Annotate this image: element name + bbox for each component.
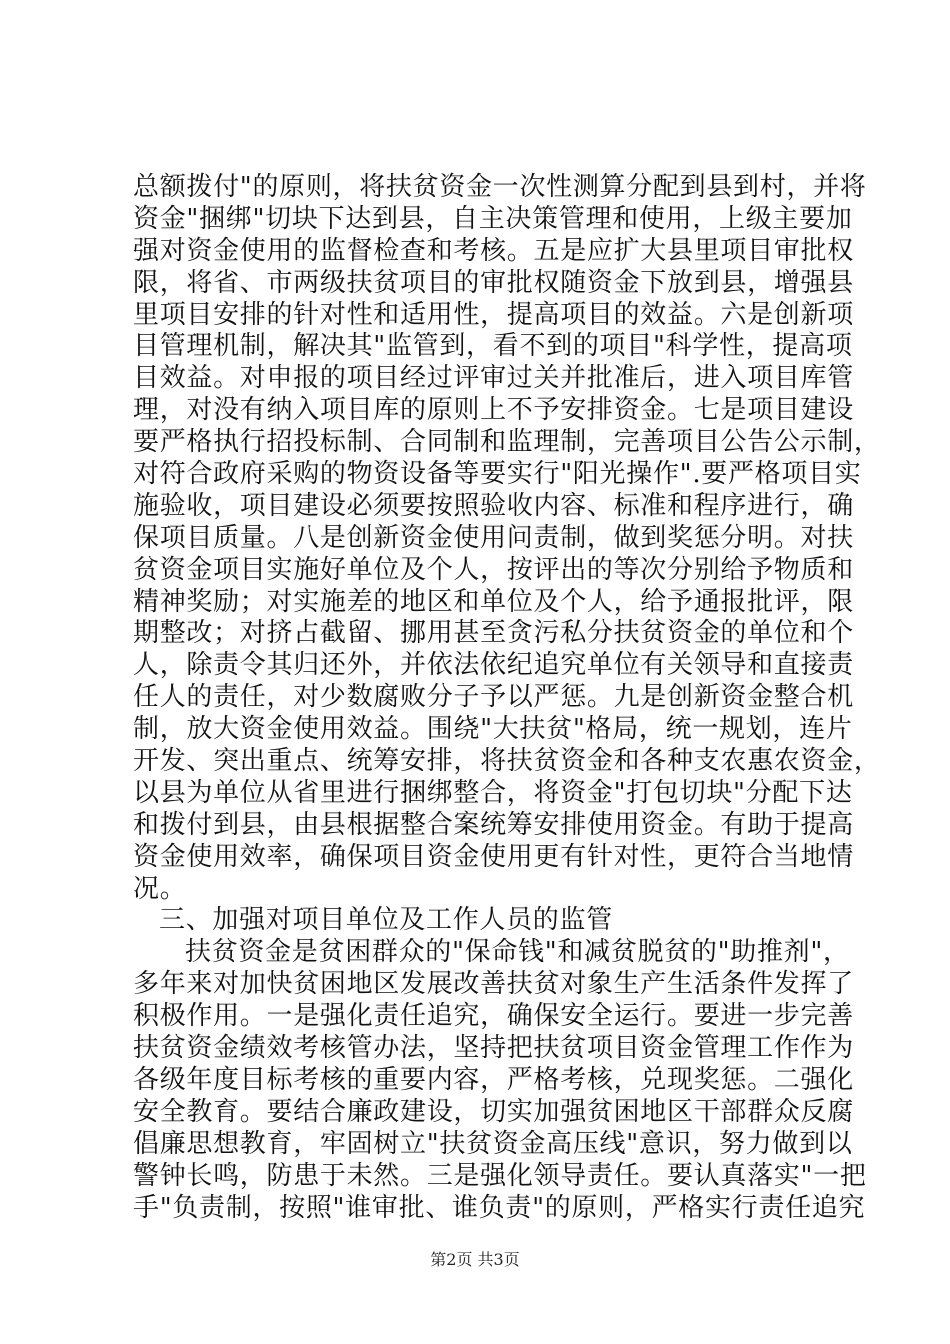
document-body bbox=[133, 172, 881, 1224]
body-line: 要严格执行招投标制、合同制和监理制，完善项目公告公示制， bbox=[133, 427, 881, 458]
body-line: 开发、突出重点、统筹安排，将扶贫资金和各种支农惠农资金， bbox=[133, 746, 881, 777]
section-line: 安全教育。要结合廉政建设，切实加强贫困地区干部群众反腐 bbox=[133, 1096, 854, 1127]
section-line: 倡廉思想教育，牢固树立"扶贫资金高压线"意识，努力做到以 bbox=[133, 1128, 853, 1159]
body-line: 以县为单位从省里进行捆绑整合，将资金"打包切块"分配下达 bbox=[133, 777, 853, 808]
section-line: 多年来对加快贫困地区发展改善扶贫对象生产生活条件发挥了 bbox=[133, 969, 854, 1000]
body-line: 对符合政府采购的物资设备等要实行"阳光操作".要严格项目实 bbox=[133, 459, 862, 490]
body-line: 况。 bbox=[133, 873, 187, 904]
body-line: 限，将省、市两级扶贫项目的审批权随资金下放到县，增强县 bbox=[133, 267, 854, 298]
body-line: 和拨付到县，由县根据整合案统筹安排使用资金。有助于提高 bbox=[133, 809, 854, 840]
page-footer: 第2页 共3页 bbox=[430, 1250, 520, 1269]
section-line: 积极作用。一是强化责任追究，确保安全运行。要进一步完善 bbox=[133, 1001, 854, 1032]
section-line: 扶贫资金是贫困群众的"保命钱"和减贫脱贫的"助推剂"， bbox=[185, 937, 850, 968]
body-line: 理，对没有纳入项目库的原则上不予安排资金。七是项目建设 bbox=[133, 395, 854, 426]
body-line: 期整改；对挤占截留、挪用甚至贪污私分扶贫资金的单位和个 bbox=[133, 618, 854, 649]
body-line: 施验收，项目建设必须要按照验收内容、标准和程序进行，确 bbox=[133, 490, 854, 521]
section-line: 手"负责制，按照"谁审批、谁负责"的原则，严格实行责任追究 bbox=[133, 1192, 866, 1223]
body-line: 精神奖励；对实施差的地区和单位及个人，给予通报批评，限 bbox=[133, 586, 854, 617]
section-line: 警钟长鸣，防患于未然。三是强化领导责任。要认真落实"一把 bbox=[133, 1160, 867, 1191]
section-line: 扶贫资金绩效考核管办法，坚持把扶贫项目资金管理工作作为 bbox=[133, 1033, 854, 1064]
body-line: 目效益。对申报的项目经过评审过关并批准后，进入项目库管 bbox=[133, 363, 854, 394]
body-line: 强对资金使用的监督检查和考核。五是应扩大县里项目审批权 bbox=[133, 235, 854, 266]
body-line: 里项目安排的针对性和适用性，提高项目的效益。六是创新项 bbox=[133, 299, 854, 330]
body-line: 人，除责令其归还外，并依法依纪追究单位有关领导和直接责 bbox=[133, 650, 854, 681]
section-heading: 三、加强对项目单位及工作人员的监管 bbox=[159, 905, 613, 936]
body-line: 制，放大资金使用效益。围绕"大扶贫"格局，统一规划，连片 bbox=[133, 714, 853, 745]
body-line: 保项目质量。八是创新资金使用问责制，做到奖惩分明。对扶 bbox=[133, 522, 854, 553]
body-line: 总额拨付"的原则，将扶贫资金一次性测算分配到县到村，并将 bbox=[133, 172, 867, 202]
section-line: 各级年度目标考核的重要内容，严格考核，兑现奖惩。二强化 bbox=[133, 1064, 854, 1095]
body-line: 资金使用效率，确保项目资金使用更有针对性，更符合当地情 bbox=[133, 841, 854, 872]
body-line: 贫资金项目实施好单位及个人，按评出的等次分别给予物质和 bbox=[133, 554, 854, 585]
body-line: 目管理机制，解决其"监管到，看不到的项目"科学性，提高项 bbox=[133, 331, 853, 362]
body-line: 任人的责任，对少数腐败分子予以严惩。九是创新资金整合机 bbox=[133, 682, 854, 713]
body-line: 资金"捆绑"切块下达到县，自主决策管理和使用，上级主要加 bbox=[133, 203, 853, 234]
